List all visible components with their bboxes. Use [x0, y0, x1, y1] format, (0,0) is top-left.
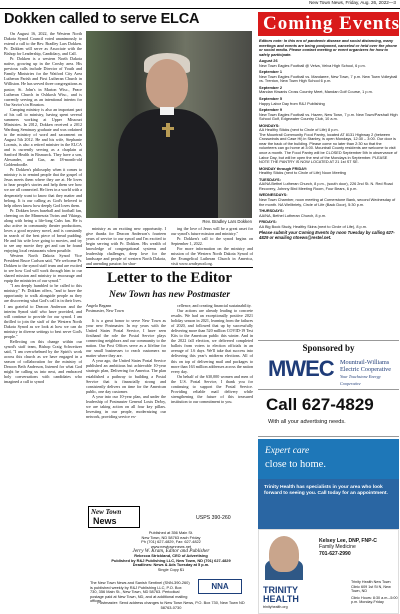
event-text: AA/NA Bethel Lutheran Church, 8 p.m., (south door), 226 2nd St. N. Red Road Recovery, Johnny Bird Meeting Room, Four Bears, 6 p.m.: [259, 182, 393, 191]
event-text: Happy Labor Day from R&J Publishing: [259, 101, 325, 106]
nna-logo: NNA: [198, 579, 242, 594]
letter-column-2: [171, 303, 253, 502]
masthead: [86, 503, 253, 611]
editors-note: Editors note: In this era of pandemic disease and social distancing, many meetings and events are being postponed, canceled or held over the phone or social media. Please contact meeting or event organizers for how to safely participate.: [259, 39, 397, 57]
article-paragraph: For more information on the ministry and mission of the Western North Dakota Synod of the Evangelical Lutheran Church in America, visit www.wndsynod.org.: [171, 246, 253, 267]
event-text: AA Healthy Sticks (next to Circle of Life) 8 p.m.: [259, 128, 339, 133]
masthead-line: Rebecca Strickland, CEO of Advertising: [134, 552, 208, 558]
event-heading: August 26: [259, 59, 278, 64]
article-paragraph: ing the love of Jesus will be a great asset for our synod's future mission and ministry.": [171, 226, 253, 237]
letter-byline: Angela Begann Postmaster, New Town: [86, 303, 124, 313]
article-headline: Dokken called to serve ELCA: [4, 11, 200, 27]
event-heading: September 2: [259, 85, 283, 90]
provider-photo: [269, 536, 299, 572]
article-paragraph: ministry as an exciting new opportunity. I give thanks for Deacon Anderson's fourteen years of service to our synod and I'm excited to begin serving with Pr. Dokken. His wealth of knowledge of congregational systems and leadership challenges, deep love for the landscape and people of western North Dakota, and unending passion for shar-: [86, 226, 166, 267]
masthead-line: www.newtownnews.net: [150, 543, 192, 549]
clinic-info: Trinity Health New Town Clinic 609 1st St N, New Town, ND Clinic Hours: 8:30 a.m.–5:00 p.m. Monday-Friday: [351, 580, 398, 604]
article-paragraph: Pr. Dokken loves baseball and football fan, cheering on the Minnesota Twins and Vikings, along with being a life-long Cubs fan. He is also active in community theater productions, loves a good mystery novel, and is constantly in search of the best piece of bread pudding. He and his wife love going to movies, and try to see any movie they get and can be found enjoying local restaurants when possible.: [4, 207, 82, 254]
event-heading: TUESDAYS:: [259, 177, 281, 182]
trinity-expert: Expert care: [265, 446, 310, 456]
mwec-ad[interactable]: [258, 340, 399, 386]
page-header: [0, 0, 400, 9]
event-text: The Mountrail Community Food Pantry, located AT 8131 Highway 2 (between Crosswinds and Case Hi) in Stanley, is open Mondays, 12:30 – 3:00. Our door is near the back of the building. Please come no later than 2:30 so that the volunteers can go home at 3:00. Mountrail County residents are welcome to visit once a month. The Food Pantry will be CLOSED September 5th in observance of Labor Day, but will be open the rest of the Mondays in September. PLEASE NOTE THE PANTRY IS NOW LOCATED AT 21 1st ST SE.: [259, 132, 398, 165]
article-paragraph: "I am deeply humbled to be called to this ministry," Pr. Dokken offers, "and to have the opportunity to walk alongside people as they are discovering what God's call is in their lives. I am grateful to Deacon Anderson and the interim Synod staff who have provided, and will continue to provide for our synod. I am thrilled to join the staff of the Western North Dakota Synod as we look at how we can do ministry in diverse settings to best serve God's people.": [4, 283, 82, 339]
article-column-1: [4, 31, 82, 611]
event-text: New Town Chamber, noon meeting at Cornerstone Bank, second Wednesday of the month. NA Wellbriety, Circle of Life (Back Door), 5:30 p.m.: [259, 197, 396, 207]
coming-events-list: [259, 39, 399, 339]
letter-paragraph: It is a great honor to serve New Town as your new Postmaster. In my years with the United States Postal Service, I have seen firsthand the role the Postal Service plays connecting neighbors and our community to the nation. Our Post Offices serve as a lifeline for our small businesses to reach customers no matter where they are.: [86, 318, 166, 359]
article-paragraph: Pr. Dokken's call to the synod begins on September 1, 2022.: [171, 236, 253, 247]
article-paragraph: Pr. Dokken is a western North Dakota native, growing up in the Crosby area. His previous calls include Director of Youth and Family Ministries for the Watford City Area Lutheran Parish and First Lutheran Church in Williston. He has served three congregations as pastor; St. John's in Marion Wisc., Peace Lutheran Church in Oshkosh Wisc., and is currently serving as an intentional interim for Our Savior's in Houston.: [4, 56, 82, 107]
trinity-close: close to home.: [265, 459, 326, 470]
mwec-logo: MWEC: [268, 356, 334, 381]
sponsored-by-label: Sponsored by: [302, 343, 355, 353]
masthead-footnote: The New Town News and Sanish Sentinel (SNN-390-260) is published weekly by R&J Publishing LLC, P.O. Box 730, 356 Main St., New Town, ND 58763. Periodical postage paid at New Town, ND, and at additional mailing offices.: [90, 580, 190, 604]
masthead-line: Ph (701) 627-4829, Fax: 627-4822: [141, 539, 201, 545]
call-tagline: With all your advertising needs.: [268, 419, 346, 425]
letter-paragraph: Our actions are already leading to concrete results. We had an exceptionally positive 2021 holiday season in 2021, learning from the failures of 2020, and followed that up by successfully delivering more than 520 million COVID-19 Test Kits to the American public this winter. And in the 2022 fall election, we delivered completed ballots from voters to election officials in an average of 1.6 days. We'll take that success into delivering this year's midterm elections. All of this on top of delivering mail and packages to more than 163 million addresses across the nation every day.: [171, 308, 253, 374]
event-text: AA Big Book Study, Healthy Skins (next to Circle of Life), 8 p.m.: [259, 224, 368, 229]
article-paragraph: On August 16, 2022, the Western North Dakota Synod Council voted unanimously to extend a call to the Rev. Bradley Lars Dokken. Pr. Dokken will serve as Associate with the Bishop for Leadership, Candidacy, and Call.: [4, 31, 82, 57]
article-paragraph: Western North Dakota Synod Vice President Bruce Carlson said, "We welcome Pr. Dokken to the synod staff team and are excited to see how God will work through him to our shared mission and ministry to encourage and equip the ministries of our synod.": [4, 253, 82, 284]
event-heading: THURSDAYS:: [259, 209, 284, 214]
article-paragraph: Camping ministry is also an important part of his call to ministry, having spent several summers working at Upper Missouri Ministries. In 2012, Dokken received a 2012 Wartburg Seminary graduate and was ordained to the ministry of word and sacrament on August 5th 2012. He and his wife, Stephanie Loomis, is also a retired minister in the ELCA and is currently serving as a chaplain at Sanford Health in Bismarck. They have a son, Alexander, and Gus, an 18-month-old Goldendoodle.: [4, 106, 82, 168]
masthead-info: [106, 531, 236, 572]
event-text: Healthy Sticks (next to Circle of Life) Noon Meeting: [259, 171, 346, 176]
masthead-line: Single Copy $1: [157, 566, 185, 572]
mwec-name-text: Mountrail-Williams Electric Cooperative: [340, 359, 392, 373]
masthead-line: Jerry W. Kram, Editor and Publisher: [132, 548, 210, 555]
article-column-2: [86, 226, 166, 267]
event-heading: FRIDAYS:: [259, 220, 277, 225]
letter-paragraph: cellence, and creating financial sustainability.: [177, 303, 252, 308]
page-header-text: New Town News, Friday, Aug. 26, 2022—3: [309, 0, 396, 5]
letter-paragraph: On behalf of the 630,000 women and men of the U.S. Postal Service, I thank you for continuing to support the Postal Service. Providing reliable mail delivery while strengthening the future of this treasured institution to our commitment to you.: [171, 373, 253, 404]
letter-paragraph: A year into our 10-year plan, and under the leadership of Postmaster General Louis DeJoy, we are taking action on all four key pillars. Investing in our people, modernizing our network, providing service ex-: [86, 393, 166, 419]
masthead-line: Deadlines: News & Ads Tuesday at 5 p.m.: [132, 562, 210, 568]
submit-events-note: Please submit your Coming Events by noon Tuesday by calling 627-4829 or emailing ntnews@restel.net.: [259, 230, 395, 240]
call-phone: Call 627-4829: [266, 395, 374, 414]
article-paragraph: Reflecting on this change within our synod's staff team, Bishop Craig Schweitzer said, "I am overwhelmed by the Spirit's work across this church as we have engaged in a season of collaboration for the ministry of Deacon Beth Anderson, listened for what God might be calling us into next, and embraced holy conversations with candidates who imagined a call to synod: [4, 338, 82, 385]
letter-paragraph: A year ago, the United States Postal Service published an ambitious but achievable 10-year strategic plan, Delivering for America. The plan established a pathway to building a Postal Service that is financially strong and consistently delivers on time for the American public, one day customer.: [86, 358, 166, 394]
logo-bottom: News: [93, 516, 117, 526]
masthead-line: New Town, ND 58763 each Friday: [141, 534, 201, 540]
provider-name: Kelsey Lee, DNP, FNP-C: [319, 538, 377, 544]
coming-events-title: Coming Events: [263, 13, 400, 34]
trinity-message-text: Trinity Health has specialists in your area who look forward to seeing you. Call today for an appointment.: [264, 485, 388, 497]
event-heading: MONDAYS:: [259, 123, 280, 128]
mwec-name: [340, 359, 398, 387]
newspaper-logo: [88, 506, 140, 528]
usps-number: USPS 390-260: [196, 515, 231, 521]
event-heading: September 1: [259, 70, 283, 75]
event-text: New Town Eagles Football @ Velva, Velva High School, 6 p.m.: [259, 63, 366, 68]
masthead-line: Published by R&J Publishing LLC, New Town, ND (701) 627-4829: [111, 557, 231, 563]
provider-phone: 701-627-2990: [319, 550, 351, 557]
event-heading: September 9: [259, 108, 283, 113]
provider-info: [319, 538, 399, 557]
mwec-tagline: Your Touchstone Energy Cooperative: [340, 374, 381, 386]
article-column-3: [171, 226, 253, 267]
trinity-website[interactable]: trinityhealth.org: [263, 605, 288, 609]
event-heading: WEDNESDAYS:: [259, 193, 288, 198]
coming-events-banner: [258, 12, 399, 36]
call-ad[interactable]: [258, 389, 399, 437]
trinity-provider: [258, 529, 399, 614]
event-heading: September 5: [259, 97, 283, 102]
trinity-logo: TRINITY HEALTH: [263, 585, 299, 604]
article-photo: [86, 31, 252, 218]
section-divider: [86, 267, 253, 268]
trinity-health-ad[interactable]: [258, 439, 399, 614]
provider-role: Family Medicine: [319, 544, 356, 551]
letter-subtitle: New Town has new Postmaster: [108, 290, 231, 300]
right-column: [256, 9, 400, 614]
postmaster-notice: Postmaster: Send address changes to New Town News, P.O. Box 730, New Town ND 58763-0730: [97, 600, 245, 610]
event-heading: MONDAY through FRIDAY:: [259, 166, 308, 171]
masthead-line: Published at 356 Main St.: [148, 530, 194, 535]
photo-caption: Rev. Bradley Lars Dokken: [202, 219, 252, 224]
letter-column-1: [86, 318, 166, 502]
letter-to-editor-title: Letter to the Editor: [106, 270, 233, 286]
trinity-message: [258, 479, 399, 529]
event-text: AA/NA, Bethel Lutheran Church, 8 p.m.: [259, 213, 327, 218]
event-text: New Town Eagles Football vs. Hazen, New Town, 7 p.m. New Town/Parshall High School Golf, Edgewater Country Club, 10 a.m.: [259, 112, 398, 122]
event-text: Mandan Kiwanis Cross Country Meet, Mandan Golf Course, 1 p.m.: [259, 90, 373, 95]
article-paragraph: Pr. Dokken's philosophy when it comes to ministry is to remind people that the gospel of Jesus meets them where they are at. He loves to hear people's stories and help them see how we are all connected. He lives in a world with a desperately want to know that they matter and belong. It is our calling as God's beloved to help others know how deeply God loves them.: [4, 167, 82, 208]
logo-top: New Town: [91, 508, 122, 516]
trinity-banner: [258, 439, 399, 479]
event-text: New Town Eagles Football vs. Mandaree, New Town, 7 p.m. New Town Volleyball vs. Trenton, New Town High School 6 p.m.: [259, 74, 398, 84]
